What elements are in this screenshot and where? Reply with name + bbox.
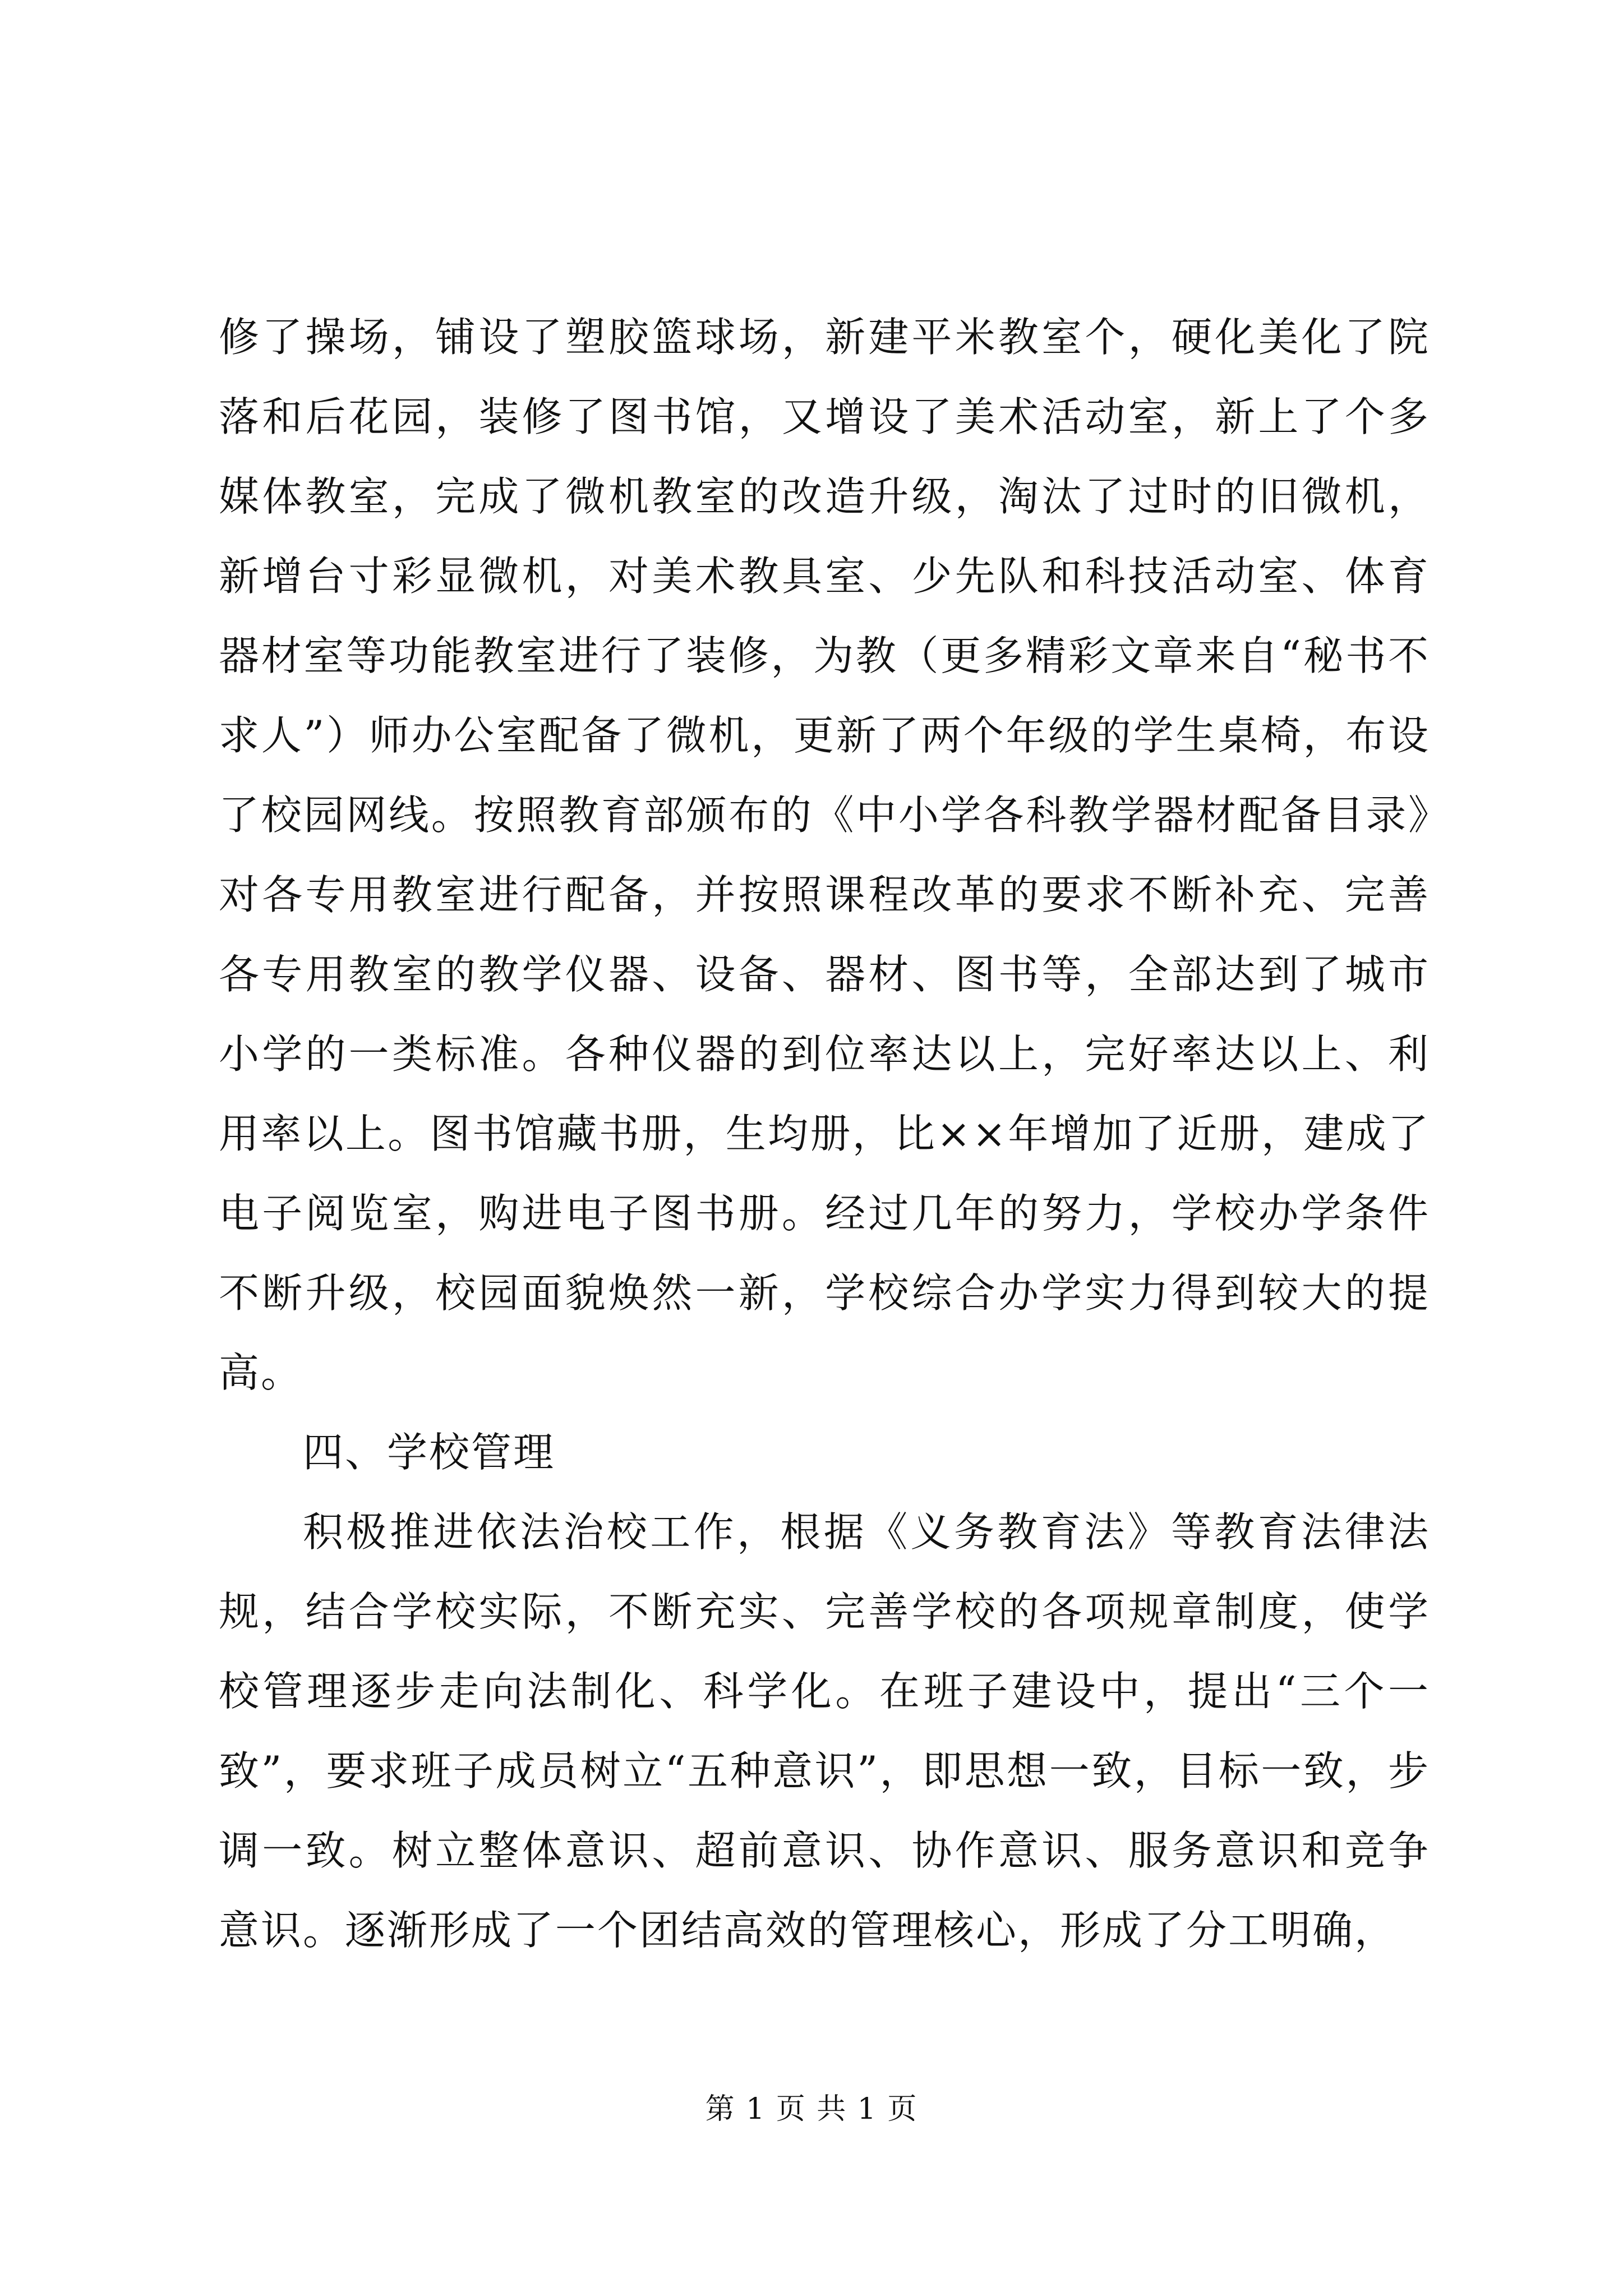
page-footer: 第 1 页 共 1 页 [705, 2092, 918, 2126]
document-body [219, 297, 1430, 1970]
section-heading: 四、学校管理 [303, 1429, 556, 1476]
body-paragraph-1: 修了操场，铺设了塑胶篮球场，新建平米教室个，硬化美化了院落和后花园，装修了图书馆，又增设了美术活动室，新上了个多媒体教室，完成了微机教室的改造升级，淘汰了过时的旧微机，新增台寸彩显微机，对美术教具室、少先队和科技活动室、体育器材室等功能教室进行了装修，为教（更多精彩文章来自“秘书不求人”）师办公室配备了微机，更新了两个年级的学生桌椅，布设了校园网线。按照教育部颁布的《中小学各科教学器材配备目录》对各专用教室进行配备，并按照课程改革的要求不断补充、完善各专用教室的教学仪器、设备、器材、图书等，全部达到了城市小学的一类标准。各种仪器的到位率达以上，完好率达以上、利用率以上。图书馆藏书册，生均册，比××年增加了近册，建成了电子阅览室，购进电子图书册。经过几年的努力，学校办学条件不断升级，校园面貌焕然一新，学校综合办学实力得到较大的提高。 [219, 314, 1430, 1396]
body-paragraph-2: 积极推进依法治校工作，根据《义务教育法》等教育法律法规，结合学校实际，不断充实、完善学校的各项规章制度，使学校管理逐步走向法制化、科学化。在班子建设中，提出“三个一致”，要求班子成员树立“五种意识”，即思想一致，目标一致，步调一致。树立整体意识、超前意识、协作意识、服务意识和竞争意识。逐渐形成了一个团结高效的管理核心，形成了分工明确， [219, 1508, 1430, 1954]
